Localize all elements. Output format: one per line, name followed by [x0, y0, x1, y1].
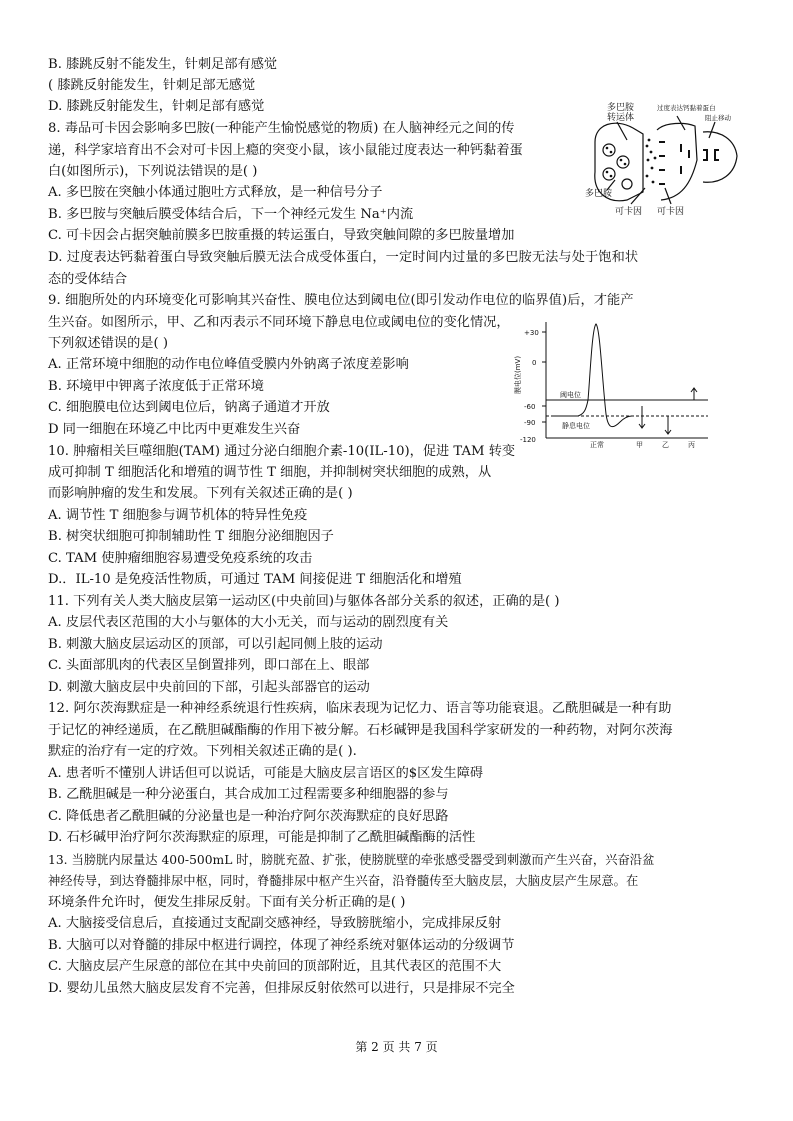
question-11-stem: 11. 下列有关人类大脑皮层第一运动区(中央前回)与躯体各部分关系的叙述，正确的是( ) — [48, 594, 560, 609]
y-tick: -90 — [524, 419, 536, 427]
text-line: 默症的治疗有一定的疗效。下列相关叙述正确的是( ). — [48, 744, 357, 759]
option-c: C. 降低患者乙酰胆碱的分泌量也是一种治疗阿尔茨海默症的良好思路 — [48, 809, 449, 824]
text-line: 神经传导，到达脊髓排尿中枢，同时，脊髓排尿中枢产生兴奋，沿脊髓传至大脑皮层，大脑皮层产生尿意。在 — [48, 874, 639, 888]
y-axis-label: 膜电位(mV) — [514, 355, 522, 394]
synapse-label: 阻止移动 — [705, 114, 731, 122]
question-10-stem: 10. 肿瘤相关巨噬细胞(TAM) 通过分泌白细胞介素-10(IL-10)，促进 TAM 转变 — [48, 444, 516, 459]
option-b: B. 树突状细胞可抑制辅助性 T 细胞分泌细胞因子 — [48, 529, 334, 544]
option-d: D 同一细胞在环境乙中比丙中更难发生兴奋 — [48, 422, 301, 437]
y-tick: 0 — [532, 359, 537, 367]
option-c: C. 大脑皮层产生尿意的部位在其中央前回的顶部附近，且其代表区的范围不大 — [48, 959, 502, 974]
option-a: A. 患者听不懂别人讲话但可以说话，可能是大脑皮层言语区的$区发生障碍 — [48, 766, 484, 781]
option-a: A. 多巴胺在突触小体通过胞吐方式释放，是一种信号分子 — [48, 185, 383, 200]
condition-label: 乙 — [662, 441, 669, 448]
option-b: B. 多巴胺与突触后膜受体结合后，下一个神经元发生 Na⁺内流 — [48, 207, 414, 222]
text-line: ( 膝跳反射能发生，针刺足部无感觉 — [48, 78, 256, 93]
synapse-label: 多巴胺 — [607, 103, 635, 113]
option-c: C. 细胞膜电位达到阈电位后，钠离子通道才开放 — [48, 400, 330, 415]
synapse-label: 可卡因 — [615, 207, 643, 217]
question-13-stem: 13. 当膀胱内尿量达 400-500mL 时，膀胱充盈、扩张，使膀胱壁的牵张感受器受到刺激而产生兴奋，兴奋沿盆 — [48, 853, 655, 867]
resting-label: 静息电位 — [562, 422, 590, 430]
page-footer: 第 2 页 共 7 页 — [355, 1040, 438, 1054]
text-line: 于记忆的神经递质，在乙酰胆碱酯酶的作用下被分解。石杉碱钾是我国科学家研发的一种药物，对阿尔茨海 — [48, 723, 673, 738]
text-line: B. 膝跳反射不能发生，针刺足部有感觉 — [48, 57, 278, 72]
text-line: 生兴奋。如图所示，甲、乙和丙表示不同环境下静息电位或阈电位的变化情况， — [48, 315, 510, 330]
option-c: C. TAM 使肿瘤细胞容易遭受免疫系统的攻击 — [48, 551, 313, 566]
condition-label: 甲 — [636, 441, 643, 448]
option-b: B. 大脑可以对脊髓的排尿中枢进行调控，体现了神经系统对躯体运动的分级调节 — [48, 938, 515, 953]
synapse-diagram — [585, 100, 750, 220]
question-9-stem: 9. 细胞所处的内环境变化可影响其兴奋性、膜电位达到阈电位(即引发动作电位的临界值)后，才能产 — [48, 293, 634, 308]
option-d: D. 刺激大脑皮层中央前回的下部，引起头部器官的运动 — [48, 680, 370, 695]
synapse-label: 过度表达钙黏着蛋白 — [657, 104, 716, 112]
membrane-potential-figure — [512, 318, 712, 448]
option-d: D. 婴幼儿虽然大脑皮层发育不完善，但排尿反射依然可以进行，只是排尿不完全 — [48, 981, 515, 996]
option-d: D. 石杉碱甲治疗阿尔茨海默症的原理，可能是抑制了乙酰胆碱酯酶的活性 — [48, 830, 476, 845]
threshold-label: 阈电位 — [560, 391, 581, 399]
synapse-label: 转运体 — [607, 113, 635, 123]
option-b: B. 刺激大脑皮层运动区的顶部，可以引起同侧上肢的运动 — [48, 637, 383, 652]
option-a: A. 调节性 T 细胞参与调节机体的特异性免疫 — [48, 508, 308, 523]
option-a: A. 大脑接受信息后，直接通过支配副交感神经，导致膀胱缩小，完成排尿反射 — [48, 916, 502, 931]
option-a: A. 正常环境中细胞的动作电位峰值受膜内外钠离子浓度差影响 — [48, 357, 409, 372]
y-tick: -120 — [520, 436, 536, 444]
option-b: B. 乙酰胆碱是一种分泌蛋白，其合成加工过程需要多种细胞器的参与 — [48, 787, 449, 802]
text-line: 而影响肿瘤的发生和发展。下列有关叙述正确的是( ) — [48, 486, 353, 501]
option-d: D.．IL-10 是免疫活性物质，可通过 TAM 间接促进 T 细胞活化和增殖 — [48, 572, 462, 587]
text-line: 成可抑制 T 细胞活化和增殖的调节性 T 细胞，并抑制树突状细胞的成熟，从 — [48, 465, 492, 480]
text-line: 白(如图所示)，下列说法错误的是( ) — [48, 164, 258, 179]
text-line: 递，科学家培育出不会对可卡因上瘾的突变小鼠，该小鼠能过度表达一种钙黏着蛋 — [48, 143, 523, 158]
text-line: 态的受体结合 — [48, 272, 128, 287]
condition-label: 正常 — [590, 441, 604, 448]
condition-label: 丙 — [688, 441, 695, 448]
synapse-label: 多巴胺 — [585, 189, 613, 199]
option-d: D. 过度表达钙黏着蛋白导致突触后膜无法合成受体蛋白，一定时间内过量的多巴胺无法与处于饱和状 — [48, 250, 639, 265]
option-c: C. 可卡因会占据突触前膜多巴胺重摄的转运蛋白，导致突触间隙的多巴胺量增加 — [48, 228, 515, 243]
text-line: D. 膝跳反射能发生，针刺足部有感觉 — [48, 99, 265, 114]
synapse-label: 可卡因 — [657, 207, 685, 217]
y-tick: +30 — [524, 329, 539, 337]
option-b: B. 环境甲中钾离子浓度低于正常环境 — [48, 379, 264, 394]
y-tick: -60 — [524, 403, 536, 411]
option-c: C. 头面部肌肉的代表区呈倒置排列，即口部在上、眼部 — [48, 658, 370, 673]
question-12-stem: 12. 阿尔茨海默症是一种神经系统退行性疾病，临床表现为记忆力、语言等功能衰退。乙酰胆碱是一种有助 — [48, 701, 672, 716]
question-8-stem: 8. 毒品可卡因会影响多巴胺(一种能产生愉悦感觉的物质) 在人脑神经元之间的传 — [48, 121, 515, 136]
text-line: 环境条件允许时，便发生排尿反射。下面有关分析正确的是( ) — [48, 895, 406, 910]
option-a: A. 皮层代表区范围的大小与躯体的大小无关，而与运动的剧烈度有关 — [48, 615, 449, 630]
text-line: 下列叙述错误的是( ) — [48, 336, 168, 351]
